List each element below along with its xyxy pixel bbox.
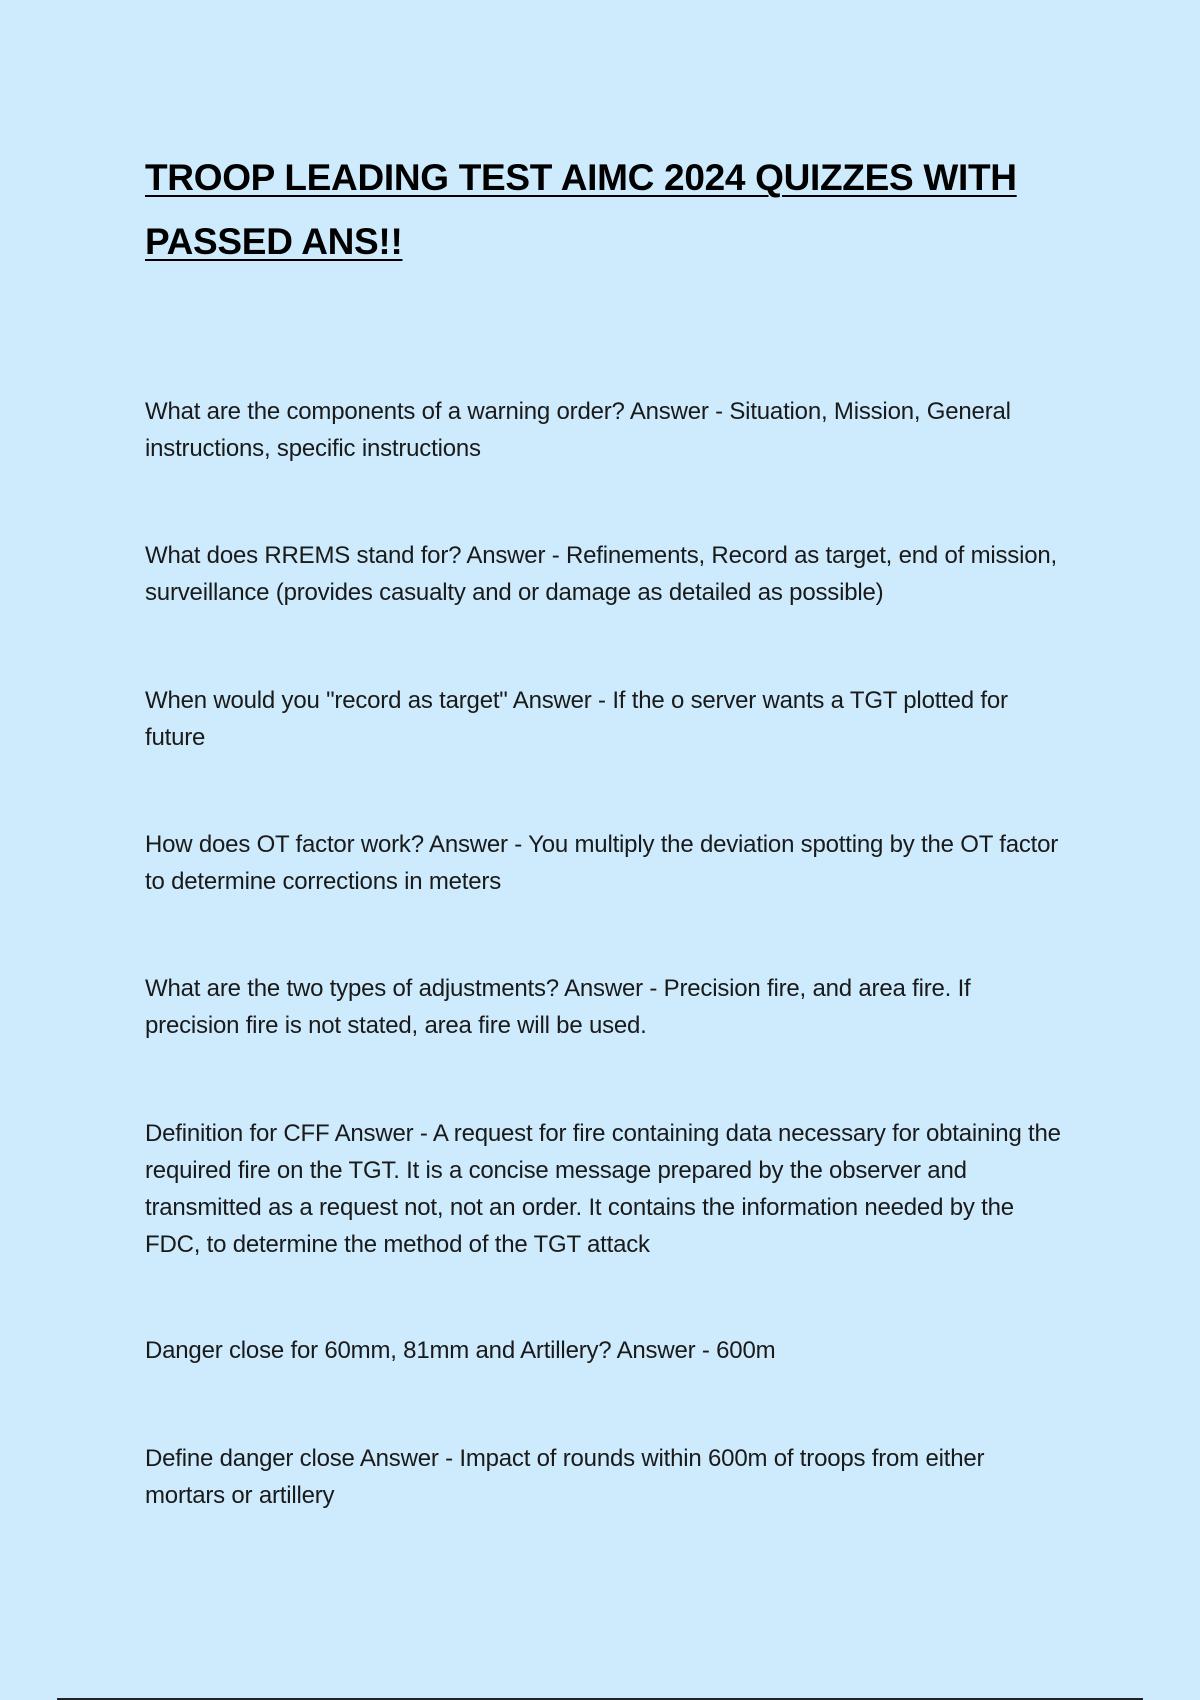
qa-item-cff-definition: Definition for CFF Answer - A request for fire containing data necessary for obtaining the required fire on the TGT. It is a concise message prepared by the observer and transmitted as a request not, not an order. It contains the information needed by the FDC, to determine the method of the TGT attack — [145, 1120, 1061, 1258]
qa-item-danger-close-definition: Define danger close Answer - Impact of rounds within 600m of troops from either mortars or artillery — [145, 1445, 985, 1509]
qa-item-ot-factor: How does OT factor work? Answer - You multiply the deviation spotting by the OT factor to determine corrections in meters — [145, 831, 1059, 895]
qa-item-adjustment-types: What are the two types of adjustments? Answer - Precision fire, and area fire. If precision fire is not stated, area fire will be used. — [145, 975, 971, 1039]
qa-item-danger-close-distance: Danger close for 60mm, 81mm and Artillery? Answer - 600m — [145, 1337, 776, 1364]
document-title: TROOP LEADING TEST AIMC 2024 QUIZZES WITH PASSED ANS!! — [145, 157, 1017, 262]
qa-item-warning-order: What are the components of a warning order? Answer - Situation, Mission, General instructions, specific instructions — [145, 398, 1011, 462]
qa-item-rrems: What does RREMS stand for? Answer - Refinements, Record as target, end of mission, surveillance (provides casualty and or damage as detailed as possible) — [145, 542, 1058, 606]
qa-item-record-as-target: When would you "record as target" Answer - If the o server wants a TGT plotted for future — [145, 687, 1008, 751]
